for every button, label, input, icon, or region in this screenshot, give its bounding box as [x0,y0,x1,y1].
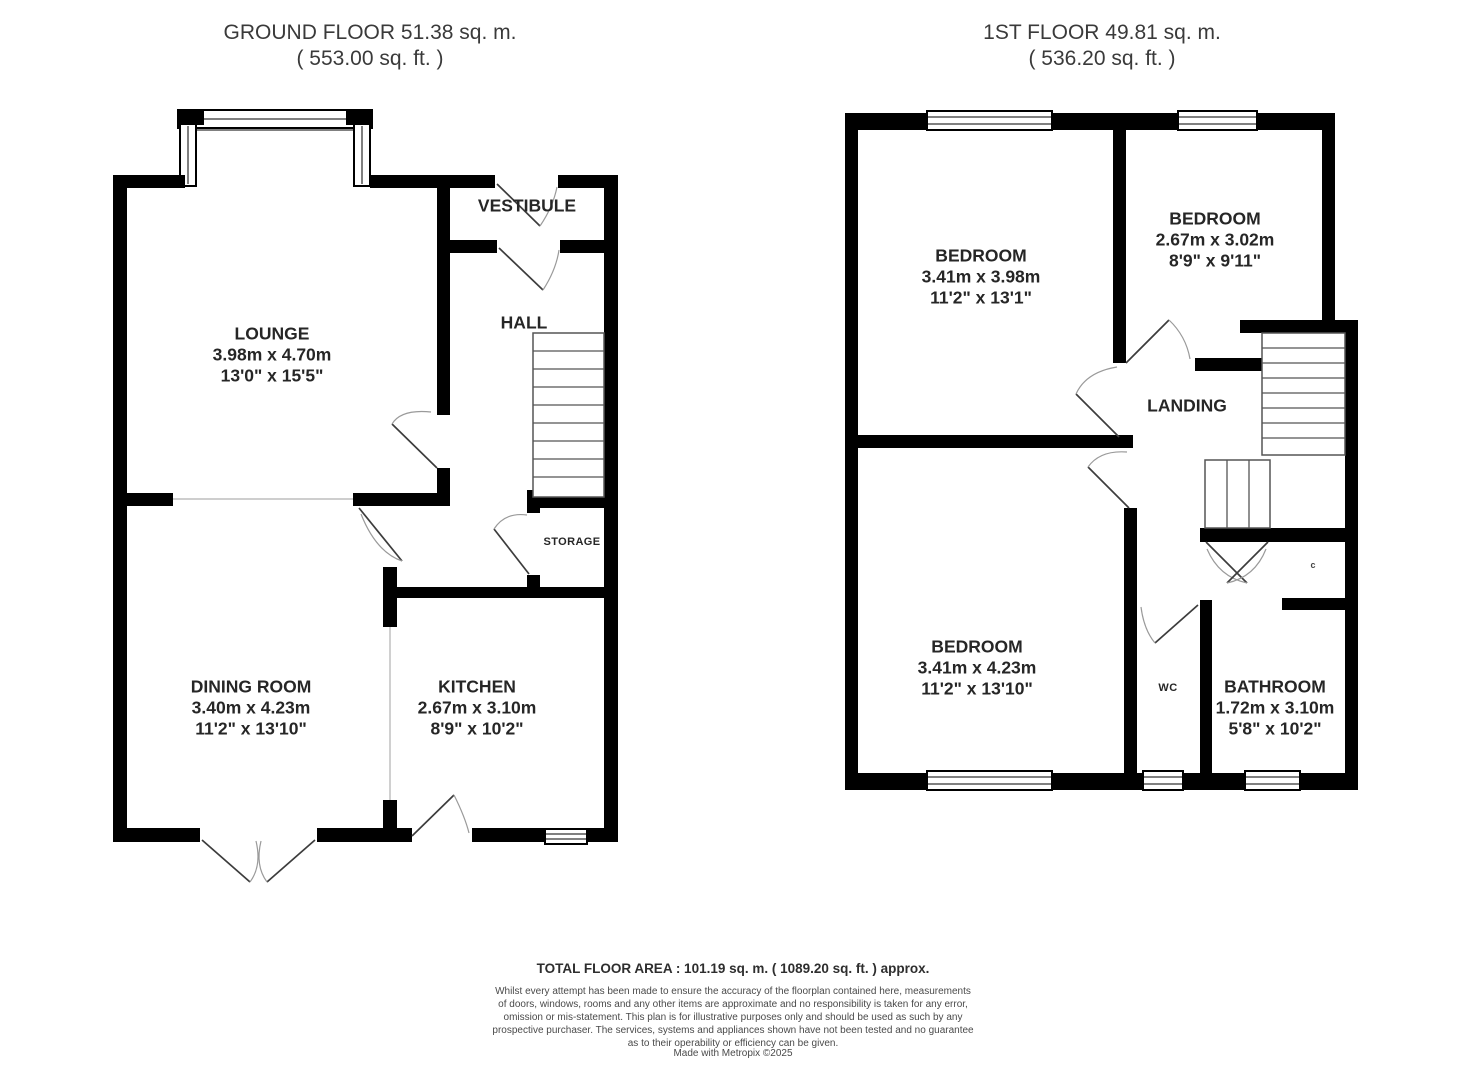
bedroom2-label [1156,209,1275,272]
room-name: VESTIBULE [477,195,577,216]
room-name: STORAGE [543,536,601,548]
ground-outer-walls [113,175,618,842]
wc-window [1143,771,1183,790]
room-size-imperial: 8'9" x 9'11" [1168,250,1262,271]
room-name: BEDROOM [931,636,1023,657]
room-name: BEDROOM [935,245,1027,266]
credit-line: Made with Metropix ©2025 [673,1048,793,1059]
bay-window [178,110,372,186]
disclaimer-line: as to their operability or efficiency can be given. [627,1038,839,1049]
hall-staircase [533,333,604,497]
room-size-metric: 2.67m x 3.10m [417,697,537,718]
dining-door [359,508,402,561]
ground-floor-plan [100,100,640,900]
room-name: c [1310,560,1316,570]
room-size-imperial: 5'8" x 10'2" [1228,718,1322,739]
room-name: HALL [500,312,548,333]
ground-interior-walls [113,183,618,838]
room-size-imperial: 13'0" x 15'5" [220,365,324,386]
disclaimer-line: omission or mis-statement. This plan is for illustrative purposes only and should be used as such by any [503,1012,963,1023]
bathroom-window [1245,771,1300,790]
storage-door [494,515,529,574]
bedroom3-door [1088,452,1129,508]
bathroom-cupboard-doors [1206,542,1268,583]
wc-door [1141,605,1198,643]
room-name: WC [1158,682,1178,694]
lounge-door [392,412,437,469]
kitchen-back-door [412,795,469,836]
room-size-metric: 3.41m x 4.23m [917,657,1037,678]
room-size-metric: 2.67m x 3.02m [1155,229,1275,250]
dining-french-doors [202,840,315,882]
vestibule-label [478,196,576,217]
room-size-imperial: 8'9" x 10'2" [430,718,524,739]
room-size-metric: 3.98m x 4.70m [212,344,332,365]
lounge-label [213,324,332,387]
room-name: BATHROOM [1224,676,1326,697]
hall-label [501,313,548,334]
room-name: LOUNGE [234,323,310,344]
bedroom1-window [927,111,1052,130]
room-size-metric: 3.40m x 4.23m [191,697,311,718]
total-floor-area: TOTAL FLOOR AREA : 101.19 sq. m. ( 1089.20 sq. ft. ) approx. [536,961,930,976]
cupboard-label [1310,560,1315,570]
room-name: BEDROOM [1169,208,1261,229]
ground-floor-title-line1: GROUND FLOOR 51.38 sq. m. [223,21,517,44]
room-size-imperial: 11'2" x 13'1" [930,287,1032,308]
first-floor-title-line2: ( 536.20 sq. ft. ) [1028,47,1176,70]
disclaimer-line: of doors, windows, rooms and any other items are approximate and no responsibility is taken for any error, [498,999,968,1010]
kitchen-window [545,829,587,844]
bedroom1-door [1076,367,1119,437]
first-floor-title-line1: 1ST FLOOR 49.81 sq. m. [983,21,1221,44]
bedroom3-window [927,771,1052,790]
room-name: LANDING [1147,395,1227,416]
vestibule-inner-door [499,248,559,290]
bathroom-label [1216,677,1335,740]
landing-label [1147,396,1227,417]
room-size-imperial: 11'2" x 13'10" [921,678,1033,699]
room-size-metric: 1.72m x 3.10m [1215,697,1335,718]
ground-floor-title [224,20,517,72]
first-floor-title [983,20,1221,72]
room-name: DINING ROOM [190,676,312,697]
ground-floor-title-line2: ( 553.00 sq. ft. ) [296,47,444,70]
bedroom2-door [1126,320,1190,363]
disclaimer-line: Whilst every attempt has been made to ensure the accuracy of the floorplan contained here, measurements [495,986,971,997]
wc-label [1158,682,1177,694]
bedroom3-label [918,637,1037,700]
bedroom1-label [922,246,1041,309]
storage-label [544,536,601,548]
room-size-imperial: 11'2" x 13'10" [195,718,307,739]
bedroom2-window [1178,111,1257,130]
room-name: KITCHEN [438,676,516,697]
disclaimer [492,985,973,1050]
dining-room-label [191,677,312,740]
disclaimer-line: prospective purchaser. The services, systems and appliances shown have not been tested and no guarantee [492,1025,974,1036]
room-size-metric: 3.41m x 3.98m [921,266,1041,287]
kitchen-label [418,677,537,740]
